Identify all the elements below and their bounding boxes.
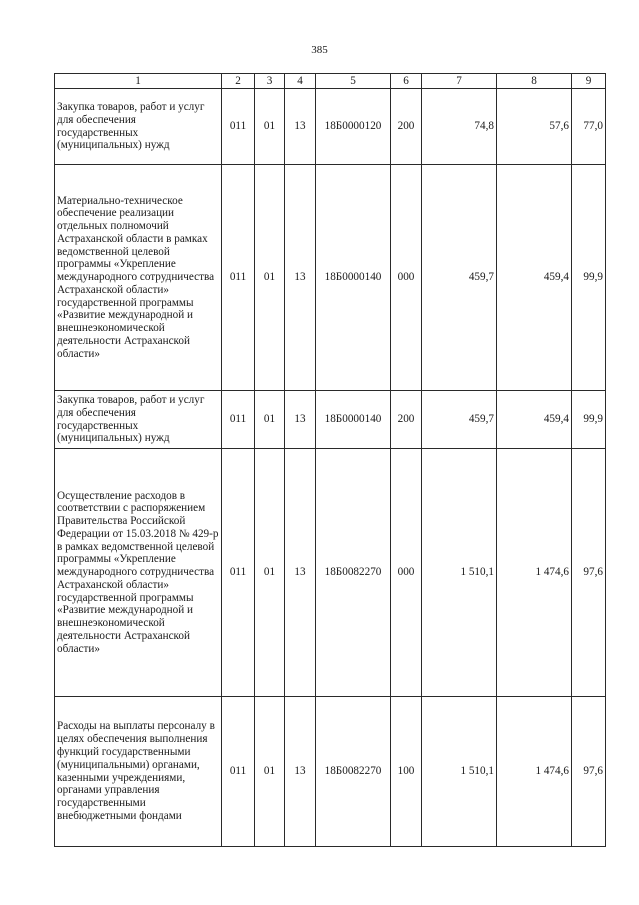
section-cell: 01 (255, 165, 285, 391)
subsection-cell: 13 (285, 89, 316, 165)
subsection-cell: 13 (285, 697, 316, 847)
section-cell: 01 (255, 391, 285, 449)
target-article-cell: 18Б0000120 (316, 89, 391, 165)
table-row (55, 697, 606, 847)
column-header-1: 1 (55, 74, 222, 89)
target-article-cell: 18Б0000140 (316, 391, 391, 449)
expense-type-cell: 000 (391, 449, 422, 697)
section-cell: 01 (255, 697, 285, 847)
executed-amount-cell: 459,4 (497, 391, 572, 449)
section-cell: 01 (255, 449, 285, 697)
executed-amount-cell: 459,4 (497, 165, 572, 391)
column-header-5: 5 (316, 74, 391, 89)
execution-percent-cell: 97,6 (572, 449, 606, 697)
subsection-cell: 13 (285, 391, 316, 449)
execution-percent-cell: 99,9 (572, 391, 606, 449)
column-header-2: 2 (222, 74, 255, 89)
row-name-cell: Осуществление расходов в соответствии с распоряжением Правительства Российской Федерации от 15.03.2018 № 429-р в рамках ведомственной целевой программы «Укрепление международного сотрудничества Астраханской области» государственной программы «Развитие международной и внешнеэкономической деятельности Астраханской области» (55, 449, 222, 697)
target-article-cell: 18Б0000140 (316, 165, 391, 391)
row-name-cell: Расходы на выплаты персоналу в целях обеспечения выполнения функций государственными (муниципальными) органами, казенными учреждениями, органами управления государственными внебюджетными фондами (55, 697, 222, 847)
executed-amount-cell: 1 474,6 (497, 697, 572, 847)
expense-type-cell: 000 (391, 165, 422, 391)
ministry-code-cell: 011 (222, 165, 255, 391)
expense-type-cell: 200 (391, 391, 422, 449)
table-row (55, 165, 606, 391)
expense-type-cell: 100 (391, 697, 422, 847)
column-header-3: 3 (255, 74, 285, 89)
execution-percent-cell: 99,9 (572, 165, 606, 391)
subsection-cell: 13 (285, 165, 316, 391)
budget-table (54, 73, 606, 847)
table-row (55, 449, 606, 697)
execution-percent-cell: 77,0 (572, 89, 606, 165)
table-row (55, 391, 606, 449)
ministry-code-cell: 011 (222, 391, 255, 449)
subsection-cell: 13 (285, 449, 316, 697)
planned-amount-cell: 1 510,1 (422, 697, 497, 847)
execution-percent-cell: 97,6 (572, 697, 606, 847)
executed-amount-cell: 57,6 (497, 89, 572, 165)
planned-amount-cell: 74,8 (422, 89, 497, 165)
table-row (55, 89, 606, 165)
column-header-8: 8 (497, 74, 572, 89)
table-header-row (55, 74, 606, 89)
expense-type-cell: 200 (391, 89, 422, 165)
column-header-7: 7 (422, 74, 497, 89)
ministry-code-cell: 011 (222, 89, 255, 165)
column-header-6: 6 (391, 74, 422, 89)
column-header-4: 4 (285, 74, 316, 89)
planned-amount-cell: 459,7 (422, 391, 497, 449)
ministry-code-cell: 011 (222, 697, 255, 847)
executed-amount-cell: 1 474,6 (497, 449, 572, 697)
page-number: 385 (311, 44, 328, 56)
planned-amount-cell: 1 510,1 (422, 449, 497, 697)
target-article-cell: 18Б0082270 (316, 449, 391, 697)
row-name-cell: Закупка товаров, работ и услуг для обеспечения государственных (муниципальных) нужд (55, 89, 222, 165)
planned-amount-cell: 459,7 (422, 165, 497, 391)
row-name-cell: Закупка товаров, работ и услуг для обеспечения государственных (муниципальных) нужд (55, 391, 222, 449)
ministry-code-cell: 011 (222, 449, 255, 697)
section-cell: 01 (255, 89, 285, 165)
target-article-cell: 18Б0082270 (316, 697, 391, 847)
column-header-9: 9 (572, 74, 606, 89)
row-name-cell: Материально-техническое обеспечение реализации отдельных полномочий Астраханской области в рамках ведомственной целевой программы «Укрепление международного сотрудничества Астраханской области» государственной программы «Развитие международной и внешнеэкономической деятельности Астраханской области» (55, 165, 222, 391)
